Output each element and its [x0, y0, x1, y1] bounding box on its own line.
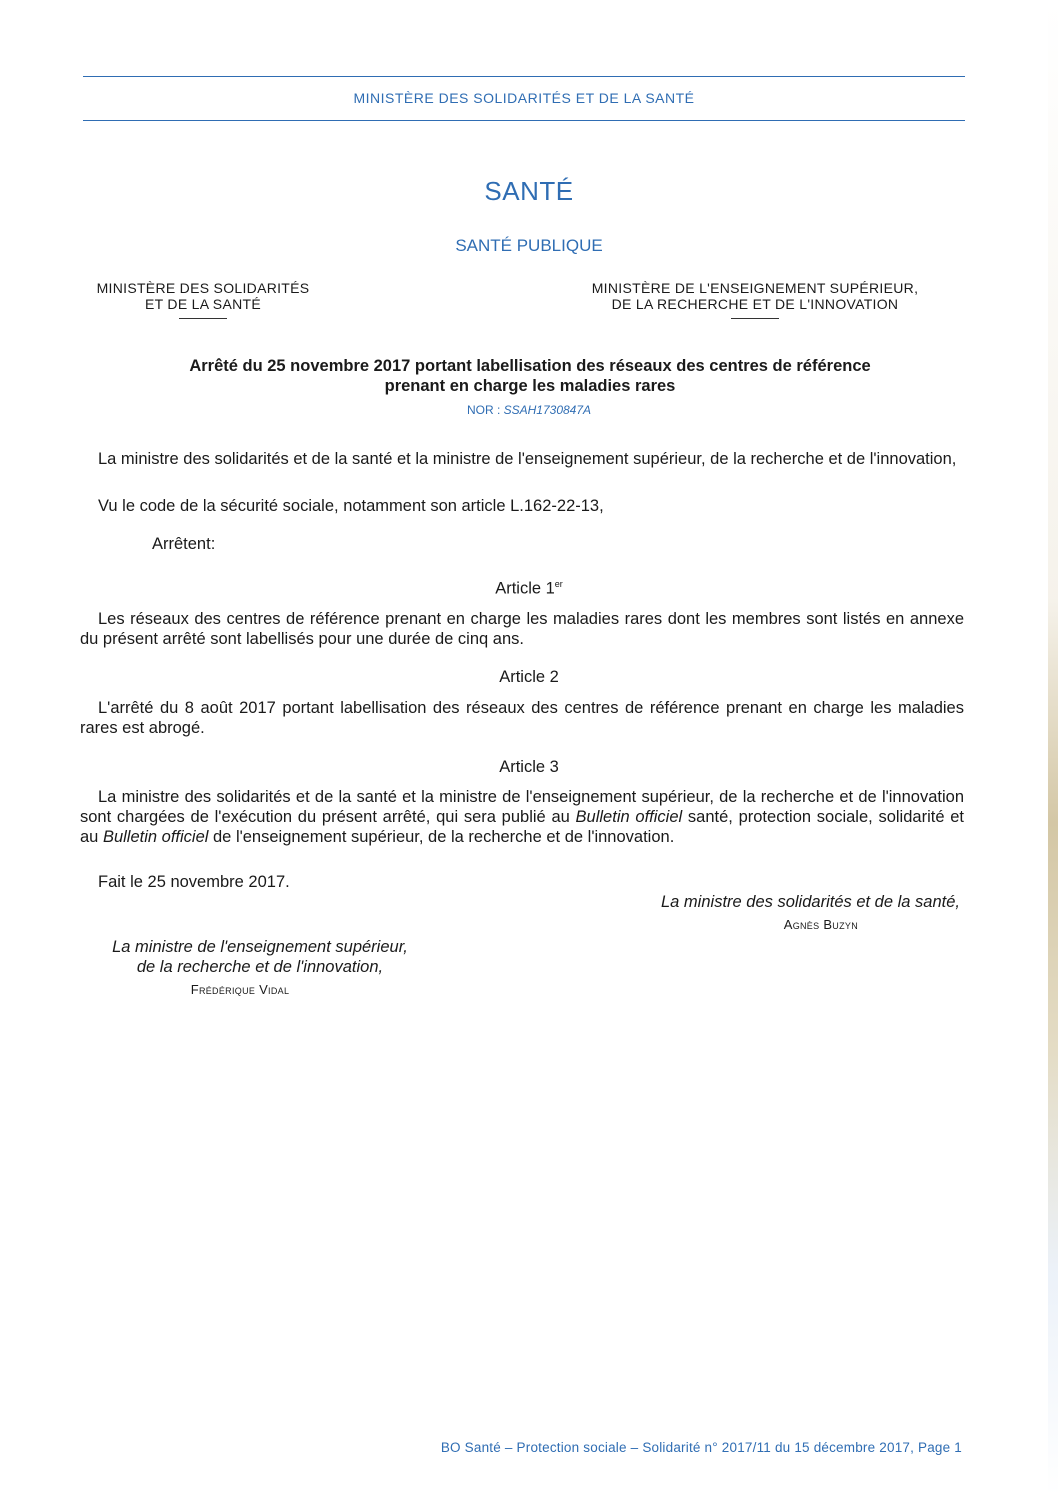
preamble-arretent: Arrêtent:	[152, 535, 216, 553]
article-3-heading: Article 3	[499, 758, 559, 776]
signature-health-name: Agnès Buzyn	[783, 917, 858, 932]
signature-research-title-line1: La ministre de l'enseignement supérieur,	[112, 938, 408, 956]
ministry-right-line2: DE LA RECHERCHE ET DE L'INNOVATION	[611, 296, 899, 312]
header-rule-bottom	[83, 120, 965, 121]
ministry-left-dash	[179, 318, 227, 319]
decree-title-line1: Arrêté du 25 novembre 2017 portant labellisation des réseaux des centres de référence	[189, 357, 871, 375]
section-title: SANTÉ	[484, 176, 574, 206]
page-footer: BO Santé – Protection sociale – Solidarité n° 2017/11 du 15 décembre 2017, Page 1	[440, 1440, 962, 1455]
ministry-left-line2: ET DE LA SANTÉ	[145, 296, 261, 312]
ministry-right	[570, 280, 940, 319]
signature-research-title-line2: de la recherche et de l'innovation,	[136, 958, 384, 976]
article-1-heading-text: Article 1	[495, 579, 555, 598]
ministry-left	[73, 280, 333, 319]
ministry-right-line1: MINISTÈRE DE L'ENSEIGNEMENT SUPÉRIEUR,	[591, 280, 919, 296]
scan-edge-shadow	[1048, 0, 1058, 1496]
decree-title-line2: prenant en charge les maladies rares	[384, 377, 676, 395]
article-1-heading	[0, 579, 1058, 599]
article-1-text: Les réseaux des centres de référence prenant en charge les maladies rares dont les membres sont listés en annexe du présent arrêté sont labellisés pour une durée de cinq ans.	[80, 610, 964, 648]
nor-code: SSAH1730847A	[503, 403, 592, 417]
preamble-legal-basis: Vu le code de la sécurité sociale, notamment son article L.162-22-13,	[98, 497, 604, 515]
article-3-text	[80, 787, 964, 847]
article-2-heading: Article 2	[499, 668, 559, 686]
article-3-text-e: de l'enseignement supérieur, de la recherche et de l'innovation.	[208, 828, 675, 846]
nor-reference	[0, 403, 1058, 417]
signature-health-title: La ministre des solidarités et de la santé,	[661, 893, 960, 911]
signature-research-title	[60, 937, 460, 977]
subsection-title: SANTÉ PUBLIQUE	[455, 236, 603, 255]
running-head: MINISTÈRE DES SOLIDARITÉS ET DE LA SANTÉ	[353, 90, 695, 106]
decree-title	[90, 356, 970, 396]
article-3-text-c: santé, protection sociale, solidarité et au	[80, 808, 964, 846]
article-3-bulletin-1: Bulletin officiel	[575, 808, 683, 826]
nor-label: NOR :	[466, 403, 504, 417]
header-rule-top	[83, 76, 965, 77]
article-2-text: L'arrêté du 8 août 2017 portant labellisation des réseaux des centres de référence prenant en charge les maladies rares est abrogé.	[80, 699, 964, 737]
ministry-left-line1: MINISTÈRE DES SOLIDARITÉS	[96, 280, 310, 296]
article-1-heading-sup: er	[554, 579, 563, 589]
article-3-bulletin-2: Bulletin officiel	[102, 828, 209, 846]
preamble-ministers: La ministre des solidarités et de la santé et la ministre de l'enseignement supérieur, de la recherche et de l'innovation,	[98, 450, 957, 468]
article-3-text-a: La ministre des solidarités et de la santé et la ministre de l'enseignement supérieur, de la recherche et de l'innovation sont chargées de l'exécution du présent arrêté, qui sera publié au	[80, 788, 964, 826]
closing-date: Fait le 25 novembre 2017.	[98, 873, 290, 891]
signature-research-name: Frédérique Vidal	[190, 982, 290, 997]
ministry-right-dash	[731, 318, 779, 319]
